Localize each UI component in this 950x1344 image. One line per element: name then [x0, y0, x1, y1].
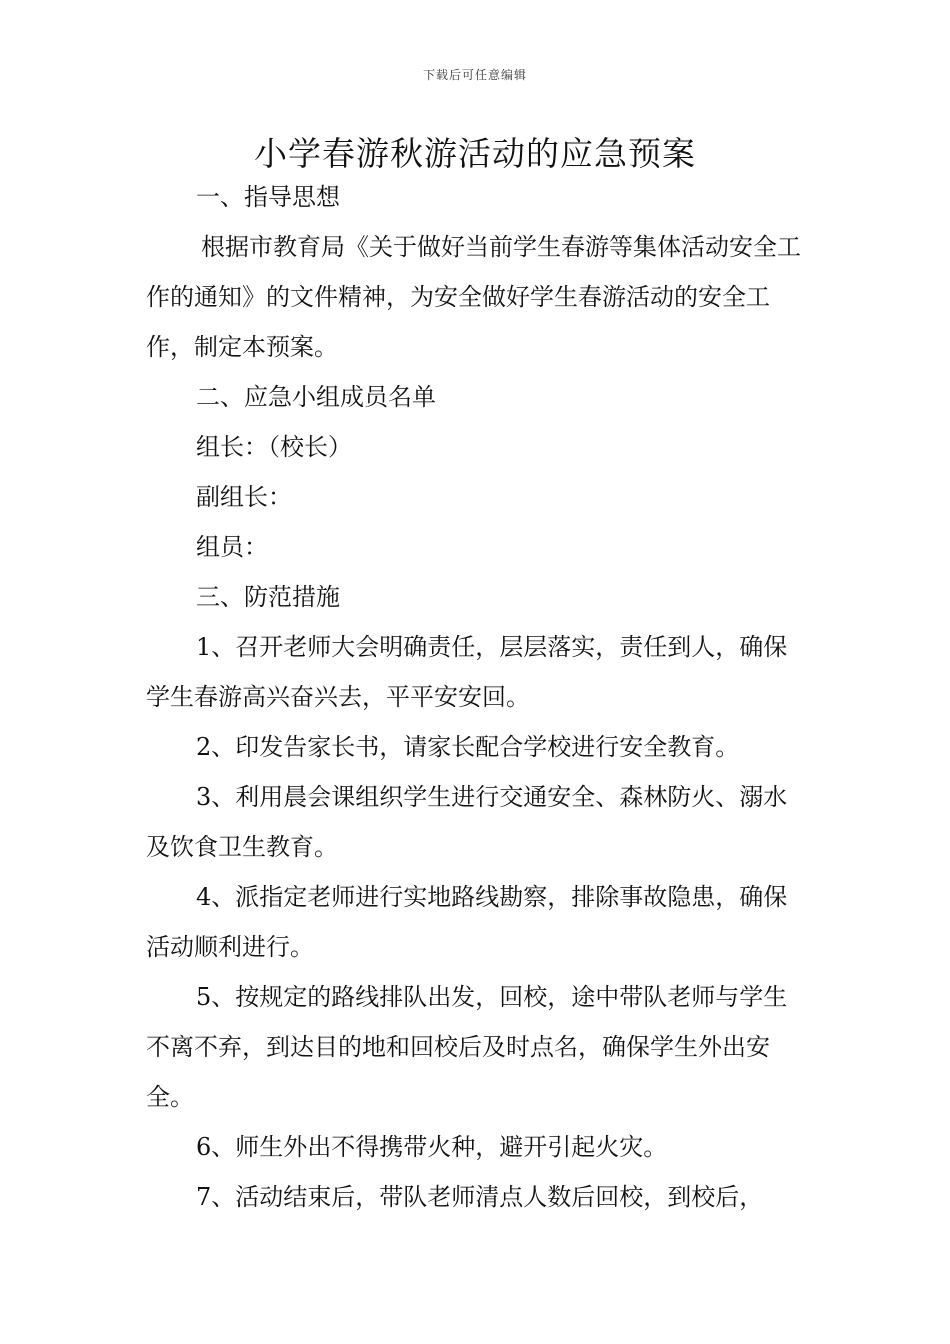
measure-item-7: 7、活动结束后，带队老师清点人数后回校，到校后， — [196, 1183, 764, 1211]
deputy-leader-line: 副组长： — [196, 483, 292, 511]
measure-item-1: 1、召开老师大会明确责任，层层落实，责任到人，确保学生春游高兴奋兴去，平平安安回。 — [146, 633, 788, 711]
section-heading-prevention-measures: 三、防范措施 — [196, 583, 340, 611]
team-members-line: 组员： — [196, 533, 268, 561]
team-leader-line: 组长：（校长） — [196, 433, 352, 461]
page-header-note: 下载后可任意编辑 — [422, 68, 527, 82]
measure-item-4: 4、派指定老师进行实地路线勘察，排除事故隐患，确保活动顺利进行。 — [146, 883, 788, 961]
section-heading-emergency-team: 二、应急小组成员名单 — [196, 383, 436, 411]
measure-item-3: 3、利用晨会课组织学生进行交通安全、森林防火、溺水及饮食卫生教育。 — [146, 783, 788, 861]
measure-item-5: 5、按规定的路线排队出发，回校，途中带队老师与学生不离不弃，到达目的地和回校后及时点名，确保学生外出安全。 — [146, 983, 788, 1111]
document-title: 小学春游秋游活动的应急预案 — [254, 134, 696, 173]
measure-item-6: 6、师生外出不得携带火种，避开引起火灾。 — [196, 1133, 668, 1161]
paragraph-basis: 根据市教育局《关于做好当前学生春游等集体活动安全工作的通知》的文件精神，为安全做好学生春游活动的安全工作，制定本预案。 — [146, 233, 801, 361]
section-heading-guiding-ideology: 一、指导思想 — [196, 183, 340, 211]
measure-item-2: 2、印发告家长书，请家长配合学校进行安全教育。 — [196, 733, 740, 761]
document-body — [146, 172, 810, 1222]
